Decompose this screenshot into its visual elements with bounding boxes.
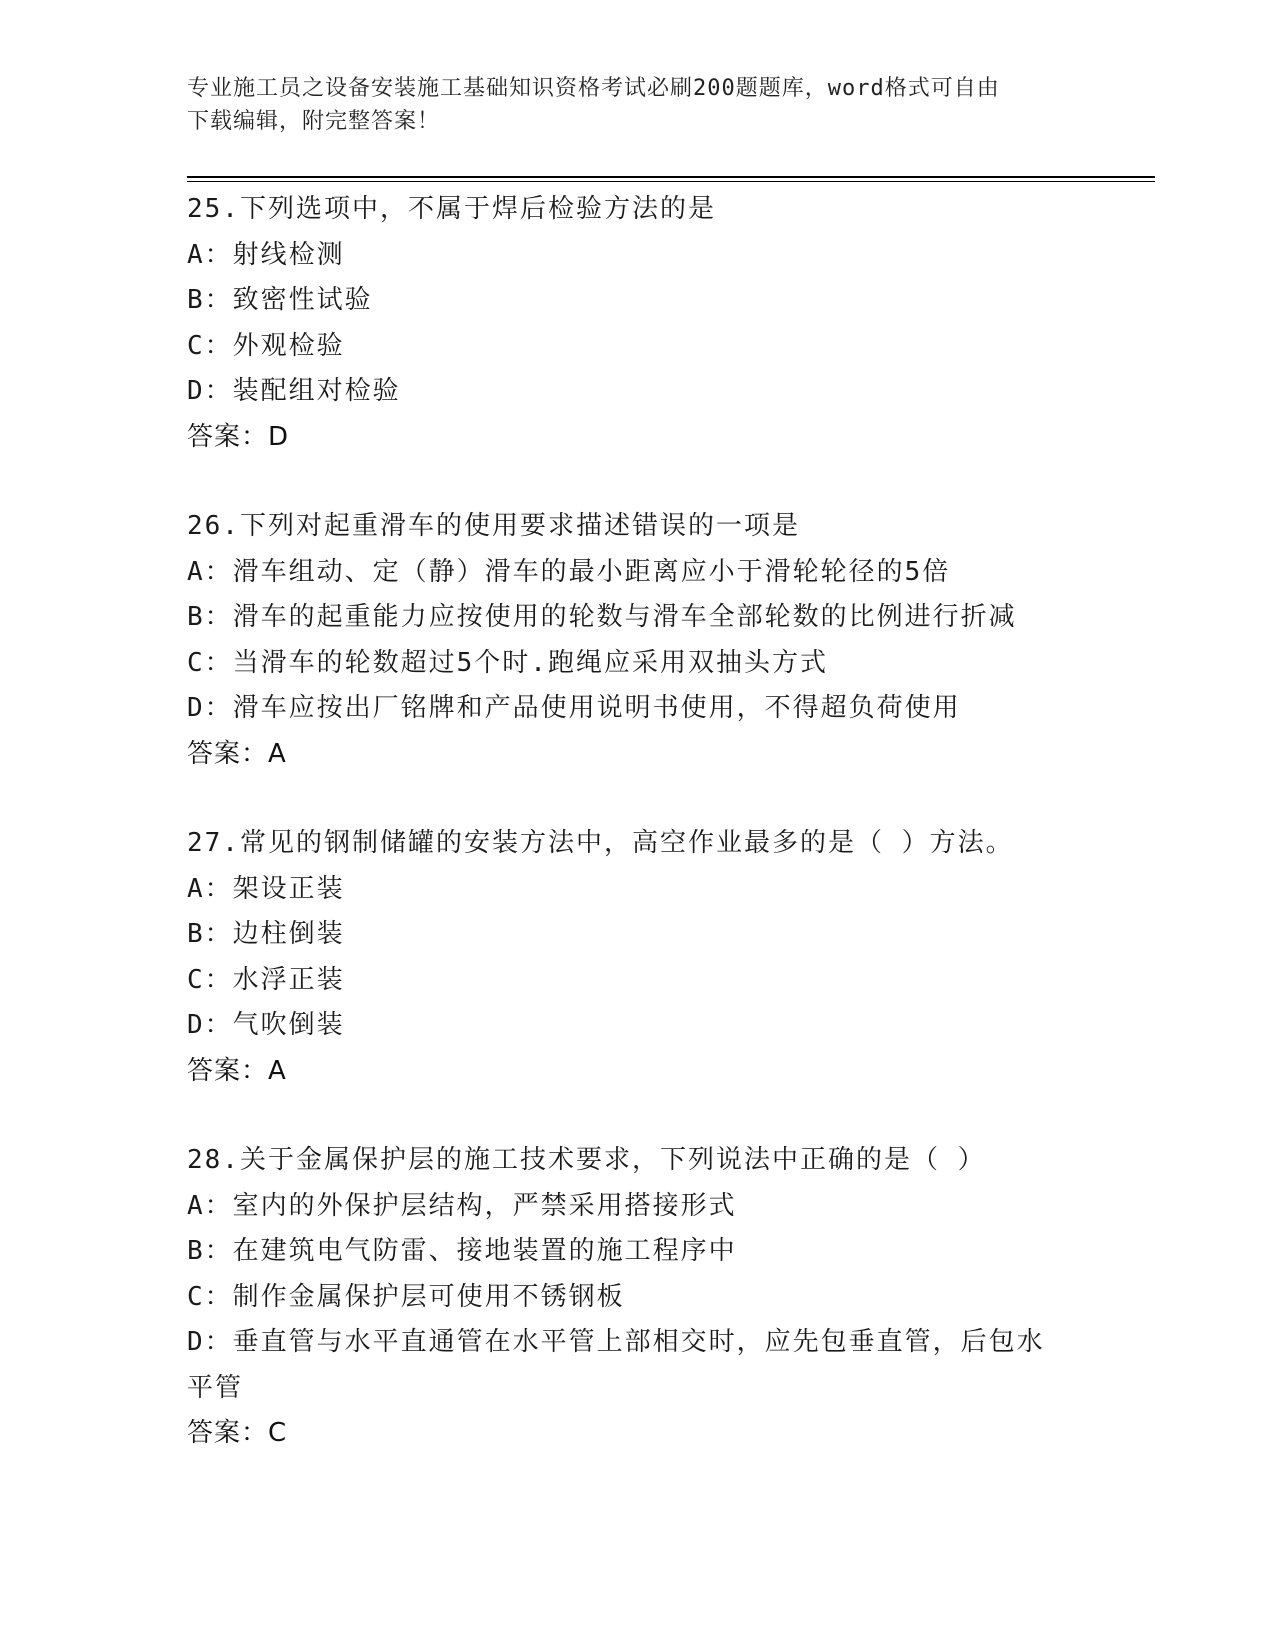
question-stem: 27.常见的钢制储罐的安装方法中，高空作业最多的是（ ）方法。 bbox=[187, 828, 1014, 858]
question-list bbox=[187, 187, 1087, 1501]
option-a: A：射线检测 bbox=[187, 239, 345, 270]
document-header bbox=[187, 72, 1077, 138]
question-25 bbox=[187, 187, 1087, 460]
header-line-2: 下载编辑，附完整答案！ bbox=[187, 109, 441, 134]
answer-label: 答案：A bbox=[187, 1055, 287, 1086]
option-b: B：在建筑电气防雷、接地装置的施工程序中 bbox=[187, 1236, 737, 1266]
option-a: A：室内的外保护层结构，严禁采用搭接形式 bbox=[187, 1190, 737, 1221]
question-stem: 28.关于金属保护层的施工技术要求，下列说法中正确的是（ ） bbox=[187, 1145, 986, 1175]
option-b: B：滑车的起重能力应按使用的轮数与滑车全部轮数的比例进行折减 bbox=[187, 602, 1017, 632]
answer-label: 答案：A bbox=[187, 738, 287, 769]
answer-label: 答案：D bbox=[187, 421, 290, 452]
option-d: D：气吹倒装 bbox=[187, 1010, 345, 1040]
question-stem: 25.下列选项中，不属于焊后检验方法的是 bbox=[187, 194, 716, 224]
option-a: A：滑车组动、定（静）滑车的最小距离应小于滑轮轮径的5倍 bbox=[187, 556, 951, 587]
question-26 bbox=[187, 504, 1087, 777]
answer-label: 答案：C bbox=[187, 1418, 288, 1448]
question-27 bbox=[187, 821, 1087, 1094]
question-stem: 26.下列对起重滑车的使用要求描述错误的一项是 bbox=[187, 511, 800, 541]
option-b: B：致密性试验 bbox=[187, 285, 373, 315]
question-28 bbox=[187, 1138, 1087, 1457]
option-c: C：当滑车的轮数超过5个时.跑绳应采用双抽头方式 bbox=[187, 647, 828, 678]
option-c: C：制作金属保护层可使用不锈钢板 bbox=[187, 1281, 625, 1312]
option-d: D：装配组对检验 bbox=[187, 376, 401, 406]
option-d: D：滑车应按出厂铭牌和产品使用说明书使用，不得超负荷使用 bbox=[187, 693, 961, 723]
header-divider-thin bbox=[187, 181, 1155, 182]
option-c: C：水浮正装 bbox=[187, 964, 345, 995]
option-c: C：外观检验 bbox=[187, 330, 345, 361]
option-a: A：架设正装 bbox=[187, 873, 345, 904]
option-d: D：垂直管与水平直通管在水平管上部相交时，应先包垂直管，后包水平管 bbox=[187, 1327, 1045, 1403]
header-divider-thick bbox=[187, 176, 1155, 178]
header-line-1: 专业施工员之设备安装施工基础知识资格考试必刷200题题库，word格式可自由 bbox=[187, 76, 1000, 101]
option-b: B：边柱倒装 bbox=[187, 919, 345, 949]
